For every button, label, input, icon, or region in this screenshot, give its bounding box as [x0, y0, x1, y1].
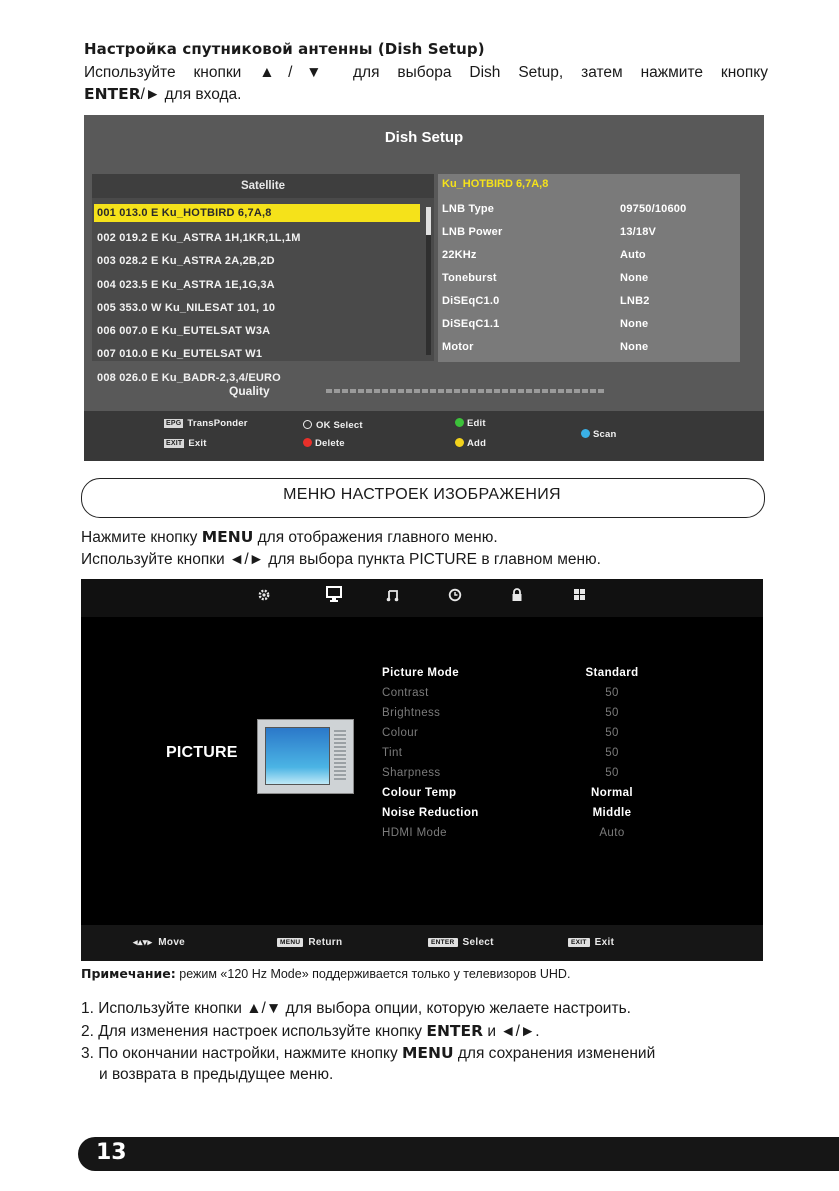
text-part: для сохранения изменений [453, 1045, 656, 1062]
satellite-row[interactable]: 002 019.2 E Ku_ASTRA 1H,1KR,1L,1M [97, 232, 301, 244]
picture-instruction-line1 [81, 528, 498, 547]
page-footer-bar [78, 1137, 839, 1171]
legend-edit-label: Edit [467, 418, 486, 429]
menu-key-text: MENU [402, 1044, 454, 1062]
picture-menu-label: PICTURE [166, 744, 238, 761]
menu-item-label: Noise Reduction [382, 807, 479, 819]
menu-item-label: Brightness [382, 707, 441, 719]
satellite-scroll-thumb[interactable] [426, 207, 431, 235]
dish-setup-heading: Настройка спутниковой антенны (Dish Setup) [84, 40, 485, 58]
music-note-icon[interactable] [386, 588, 400, 606]
enter-key-icon: ENTER [428, 938, 458, 947]
menu-item-value: 50 [605, 727, 619, 739]
step-3-continuation: и возврата в предыдущее меню. [99, 1066, 334, 1083]
setting-label: Motor [442, 341, 474, 353]
gear-icon[interactable] [257, 588, 271, 606]
hint-move[interactable] [133, 937, 185, 948]
satellite-row-selected[interactable]: 001 013.0 E Ku_HOTBIRD 6,7A,8 [94, 204, 420, 222]
hint-exit-label: Exit [594, 937, 615, 948]
menu-item-label: Tint [382, 747, 403, 759]
tv-screen [265, 727, 330, 785]
menu-item-value: Middle [592, 807, 632, 819]
yellow-button-icon [455, 438, 464, 447]
exit-key-icon: EXIT [568, 938, 590, 947]
menu-item-label: Colour Temp [382, 787, 457, 799]
instruction-rest: /► для входа. [140, 86, 242, 103]
satellite-row[interactable]: 006 007.0 E Ku_EUTELSAT W3A [97, 325, 271, 338]
setting-value: 13/18V [620, 226, 657, 238]
enter-key-text: ENTER [84, 85, 141, 103]
quality-label: Quality [229, 384, 270, 398]
menu-item-value: 50 [605, 767, 619, 779]
menu-item-value: 50 [605, 707, 619, 719]
dish-setup-instruction-line2 [84, 84, 768, 105]
note [81, 966, 570, 981]
menu-item-label: HDMI Mode [382, 827, 447, 839]
enter-key-text: ENTER [426, 1022, 484, 1040]
setting-value: None [620, 272, 649, 284]
legend-exit[interactable] [164, 438, 207, 449]
clock-icon[interactable] [448, 588, 462, 606]
legend-add[interactable] [455, 438, 486, 449]
satellite-row[interactable]: 005 353.0 W Ku_NILESAT 101, 10 [97, 301, 276, 314]
text-part: для отображения главного меню. [253, 529, 498, 546]
hint-return[interactable] [277, 937, 342, 948]
satellite-row[interactable]: 007 010.0 E Ku_EUTELSAT W1 [97, 348, 263, 361]
green-button-icon [455, 418, 464, 427]
dish-setup-title: Dish Setup [384, 129, 464, 146]
quality-meter [326, 389, 604, 393]
menu-tab-bar [81, 579, 763, 617]
dish-setup-screenshot [84, 115, 764, 461]
ok-icon [303, 420, 312, 429]
note-label: Примечание: [81, 966, 176, 981]
legend-add-label: Add [467, 438, 487, 449]
setting-value: 09750/10600 [620, 203, 687, 215]
blue-button-icon [581, 429, 590, 438]
legend-exit-label: Exit [188, 438, 207, 449]
picture-menu-screenshot [81, 579, 763, 961]
step-1: 1. Используйте кнопки ▲/▼ для выбора опции, которую желаете настроить. [81, 1000, 631, 1017]
epg-key-icon: EPG [166, 420, 182, 427]
exit-key-icon: EXIT [166, 440, 183, 447]
step-2 [81, 1022, 540, 1041]
setting-label: DiSEqC1.0 [442, 295, 500, 307]
setting-value: None [620, 318, 649, 330]
legend-scan-label: Scan [593, 429, 617, 440]
satellite-header: Satellite [92, 174, 434, 198]
hint-move-label: Move [158, 937, 186, 948]
hint-return-label: Return [308, 937, 343, 948]
hint-select-label: Select [462, 937, 494, 948]
menu-key-icon: MENU [277, 938, 303, 947]
setting-label: LNB Type [442, 203, 495, 215]
step-3 [81, 1044, 655, 1063]
legend-delete-label: Delete [315, 438, 345, 449]
page-number: 13 [96, 1140, 127, 1165]
red-button-icon [303, 438, 312, 447]
menu-item-value: 50 [605, 747, 619, 759]
picture-instruction-line2: Используйте кнопки ◄/► для выбора пункта PICTURE в главном меню. [81, 551, 601, 568]
picture-section-header: МЕНЮ НАСТРОЕК ИЗОБРАЖЕНИЯ [283, 486, 561, 503]
legend-scan[interactable] [581, 429, 617, 440]
tv-illustration-icon [257, 719, 354, 794]
legend-transponder[interactable] [164, 418, 248, 429]
text-part: и ◄/►. [483, 1023, 540, 1040]
legend-edit[interactable] [455, 418, 486, 429]
setting-label: DiSEqC1.1 [442, 318, 500, 330]
selected-satellite-name: Ku_HOTBIRD 6,7A,8 [442, 178, 549, 190]
move-arrows-icon: ◂▴▾▸ [133, 937, 153, 947]
menu-item-value: 50 [605, 687, 619, 699]
tv-speaker-grille [334, 730, 346, 780]
setting-label: LNB Power [442, 226, 503, 238]
menu-hint-bar [81, 925, 763, 961]
setting-label: Toneburst [442, 272, 497, 284]
legend-transponder-label: TransPonder [187, 418, 248, 429]
satellite-row[interactable]: 008 026.0 E Ku_BADR-2,3,4/EURO [97, 371, 281, 384]
legend-ok-select-label: OK Select [316, 420, 363, 431]
setting-label: 22KHz [442, 249, 477, 261]
text-part: 2. Для изменения настроек используйте кнопку [81, 1023, 427, 1040]
lock-icon[interactable] [511, 588, 523, 606]
setting-value: LNB2 [620, 295, 650, 307]
text-part: Нажмите кнопку [81, 529, 202, 546]
hint-exit[interactable] [568, 937, 614, 948]
menu-item-value: Standard [585, 667, 639, 679]
satellite-row[interactable]: 003 028.2 E Ku_ASTRA 2A,2B,2D [97, 255, 275, 268]
menu-item-label: Picture Mode [382, 667, 460, 679]
satellite-list [94, 204, 420, 390]
legend-ok-select[interactable] [303, 420, 363, 431]
menu-item-value: Auto [599, 827, 625, 839]
menu-item-label: Colour [382, 727, 419, 739]
menu-key-text: MENU [201, 528, 254, 546]
monitor-icon[interactable] [325, 585, 343, 607]
setting-value: Auto [620, 249, 646, 261]
satellite-row[interactable]: 004 023.5 E Ku_ASTRA 1E,1G,3A [97, 278, 275, 291]
dish-setup-instruction-line1: Используйте кнопки ▲/▼ для выбора Dish Setup, затем нажмите кнопку [84, 64, 768, 81]
dish-legend-bar [84, 411, 764, 461]
text-part: 3. По окончании настройки, нажмите кнопку [81, 1045, 402, 1062]
note-text: режим «120 Hz Mode» поддерживается только у телевизоров UHD. [175, 967, 571, 981]
menu-item-value: Normal [590, 787, 634, 799]
hint-select[interactable] [428, 937, 494, 948]
menu-item-label: Contrast [382, 687, 429, 699]
menu-item-label: Sharpness [382, 767, 441, 779]
grid-icon[interactable] [573, 588, 586, 605]
legend-delete[interactable] [303, 438, 345, 449]
setting-value: None [620, 341, 649, 353]
